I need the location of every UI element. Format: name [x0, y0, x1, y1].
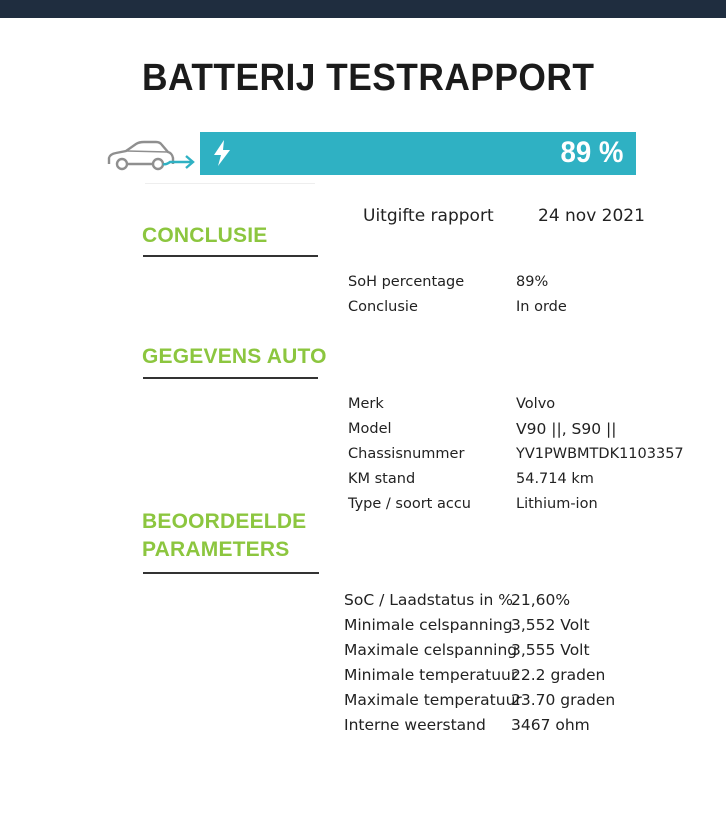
report-label: Uitgifte rapport [363, 206, 494, 226]
conclusie-label-1: Conclusie [348, 299, 418, 315]
section-title-parameters-line2: PARAMETERS [142, 538, 290, 561]
divider [145, 183, 315, 184]
conclusie-value-1: In orde [516, 299, 567, 315]
param-label-5: Interne weerstand [344, 716, 486, 734]
param-value-1: 3,552 Volt [511, 616, 590, 634]
section-rule-parameters [143, 572, 319, 574]
conclusie-label-0: SoH percentage [348, 274, 465, 290]
auto-value-2: YV1PWBMTDK1103357 [516, 446, 684, 462]
section-rule-gegevens-auto [143, 377, 318, 379]
auto-label-3: KM stand [348, 471, 416, 487]
param-value-4: 23.70 graden [511, 691, 616, 709]
section-title-gegevens-auto: GEGEVENS AUTO [142, 345, 327, 368]
car-icon [106, 140, 196, 176]
param-value-5: 3467 ohm [511, 716, 590, 734]
auto-label-1: Model [348, 421, 392, 437]
param-label-0: SoC / Laadstatus in % [344, 591, 514, 609]
param-value-3: 22.2 graden [511, 666, 606, 684]
param-label-1: Minimale celspanning [344, 616, 513, 634]
section-rule-conclusie [143, 255, 318, 257]
param-value-2: 3,555 Volt [511, 641, 590, 659]
soh-value: 89 % [560, 136, 623, 169]
section-title-conclusie: CONCLUSIE [142, 224, 268, 247]
auto-label-2: Chassisnummer [348, 446, 465, 462]
top-bar [0, 0, 726, 18]
param-value-0: 21,60% [511, 591, 571, 609]
bolt-icon [211, 139, 233, 167]
param-label-2: Maximale celspanning [344, 641, 518, 659]
auto-value-4: Lithium-ion [516, 496, 598, 512]
auto-label-4: Type / soort accu [348, 496, 471, 512]
param-label-4: Maximale temperatuur [344, 691, 522, 709]
param-label-3: Minimale temperatuur [344, 666, 518, 684]
page-title: BATTERIJ TESTRAPPORT [142, 57, 595, 99]
report-date: 24 nov 2021 [538, 206, 645, 226]
auto-value-3: 54.714 km [516, 471, 594, 487]
auto-label-0: Merk [348, 396, 384, 412]
conclusie-value-0: 89% [516, 274, 549, 290]
auto-value-1: V90 ||, S90 || [516, 420, 617, 438]
section-title-parameters-line1: BEOORDEELDE [142, 510, 307, 533]
auto-value-0: Volvo [516, 396, 556, 412]
